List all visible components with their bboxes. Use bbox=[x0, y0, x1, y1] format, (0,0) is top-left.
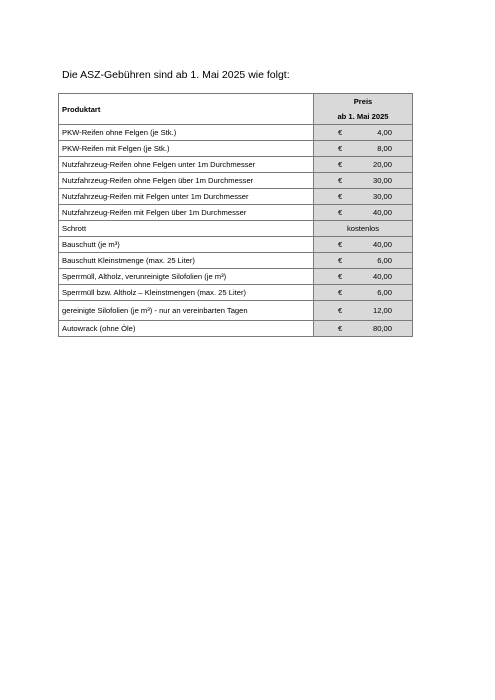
header-price-date: ab 1. Mai 2025 bbox=[337, 112, 389, 121]
table-row bbox=[59, 189, 413, 205]
price-amount: 4,00 bbox=[377, 128, 392, 137]
table-row bbox=[59, 321, 413, 337]
price-cell bbox=[314, 253, 413, 269]
price-cell bbox=[314, 301, 413, 321]
table-row bbox=[59, 157, 413, 173]
header-price-title: Preis bbox=[353, 97, 373, 106]
price-cell bbox=[314, 269, 413, 285]
currency-symbol: € bbox=[338, 176, 343, 185]
price-text: kostenlos bbox=[346, 224, 380, 233]
price-amount: 80,00 bbox=[372, 324, 392, 333]
product-cell: PKW-Reifen ohne Felgen (je Stk.) bbox=[59, 125, 314, 141]
product-cell: Bauschutt (je m³) bbox=[59, 237, 314, 253]
product-cell: Nutzfahrzeug-Reifen mit Felgen über 1m Durchmesser bbox=[59, 205, 314, 221]
price-amount: 30,00 bbox=[372, 176, 392, 185]
price-table bbox=[58, 93, 413, 337]
intro-text: Die ASZ-Gebühren sind ab 1. Mai 2025 wie folgt: bbox=[62, 69, 290, 81]
currency-symbol: € bbox=[338, 256, 343, 265]
price-cell bbox=[314, 141, 413, 157]
table-row bbox=[59, 221, 413, 237]
product-cell: Nutzfahrzeug-Reifen ohne Felgen über 1m Durchmesser bbox=[59, 173, 314, 189]
price-amount: 12,00 bbox=[372, 306, 392, 315]
price-cell bbox=[314, 189, 413, 205]
table-body bbox=[59, 125, 413, 337]
currency-symbol: € bbox=[338, 324, 343, 333]
currency-symbol: € bbox=[338, 144, 343, 153]
price-amount: 40,00 bbox=[372, 272, 392, 281]
table-row bbox=[59, 253, 413, 269]
table-row bbox=[59, 237, 413, 253]
currency-symbol: € bbox=[338, 192, 343, 201]
currency-symbol: € bbox=[338, 160, 343, 169]
price-amount: 20,00 bbox=[372, 160, 392, 169]
table-header-row bbox=[59, 94, 413, 125]
price-cell bbox=[314, 221, 413, 237]
table-row bbox=[59, 301, 413, 321]
table-row bbox=[59, 125, 413, 141]
currency-symbol: € bbox=[338, 306, 343, 315]
header-price bbox=[314, 94, 413, 125]
price-cell bbox=[314, 205, 413, 221]
price-amount: 6,00 bbox=[377, 256, 392, 265]
price-cell bbox=[314, 173, 413, 189]
product-cell: Autowrack (ohne Öle) bbox=[59, 321, 314, 337]
currency-symbol: € bbox=[338, 208, 343, 217]
currency-symbol: € bbox=[338, 272, 343, 281]
price-amount: 40,00 bbox=[372, 208, 392, 217]
product-cell: Bauschutt Kleinstmenge (max. 25 Liter) bbox=[59, 253, 314, 269]
product-cell: Nutzfahrzeug-Reifen mit Felgen unter 1m Durchmesser bbox=[59, 189, 314, 205]
table-row bbox=[59, 205, 413, 221]
table-row bbox=[59, 173, 413, 189]
price-cell bbox=[314, 321, 413, 337]
price-amount: 6,00 bbox=[377, 288, 392, 297]
currency-symbol: € bbox=[338, 240, 343, 249]
price-cell bbox=[314, 285, 413, 301]
table-row bbox=[59, 269, 413, 285]
table-row bbox=[59, 285, 413, 301]
currency-symbol: € bbox=[338, 128, 343, 137]
product-cell: Nutzfahrzeug-Reifen ohne Felgen unter 1m Durchmesser bbox=[59, 157, 314, 173]
currency-symbol: € bbox=[338, 288, 343, 297]
price-cell bbox=[314, 157, 413, 173]
table-row bbox=[59, 141, 413, 157]
price-amount: 8,00 bbox=[377, 144, 392, 153]
price-amount: 40,00 bbox=[372, 240, 392, 249]
price-cell bbox=[314, 125, 413, 141]
product-cell: Schrott bbox=[59, 221, 314, 237]
header-product: Produktart bbox=[59, 94, 314, 125]
product-cell: PKW-Reifen mit Felgen (je Stk.) bbox=[59, 141, 314, 157]
price-cell bbox=[314, 237, 413, 253]
product-cell: Sperrmüll, Altholz, verunreinigte Silofolien (je m³) bbox=[59, 269, 314, 285]
product-cell: gereinigte Silofolien (je m³) - nur an vereinbarten Tagen bbox=[59, 301, 314, 321]
price-amount: 30,00 bbox=[372, 192, 392, 201]
product-cell: Sperrmüll bzw. Altholz – Kleinstmengen (max. 25 Liter) bbox=[59, 285, 314, 301]
